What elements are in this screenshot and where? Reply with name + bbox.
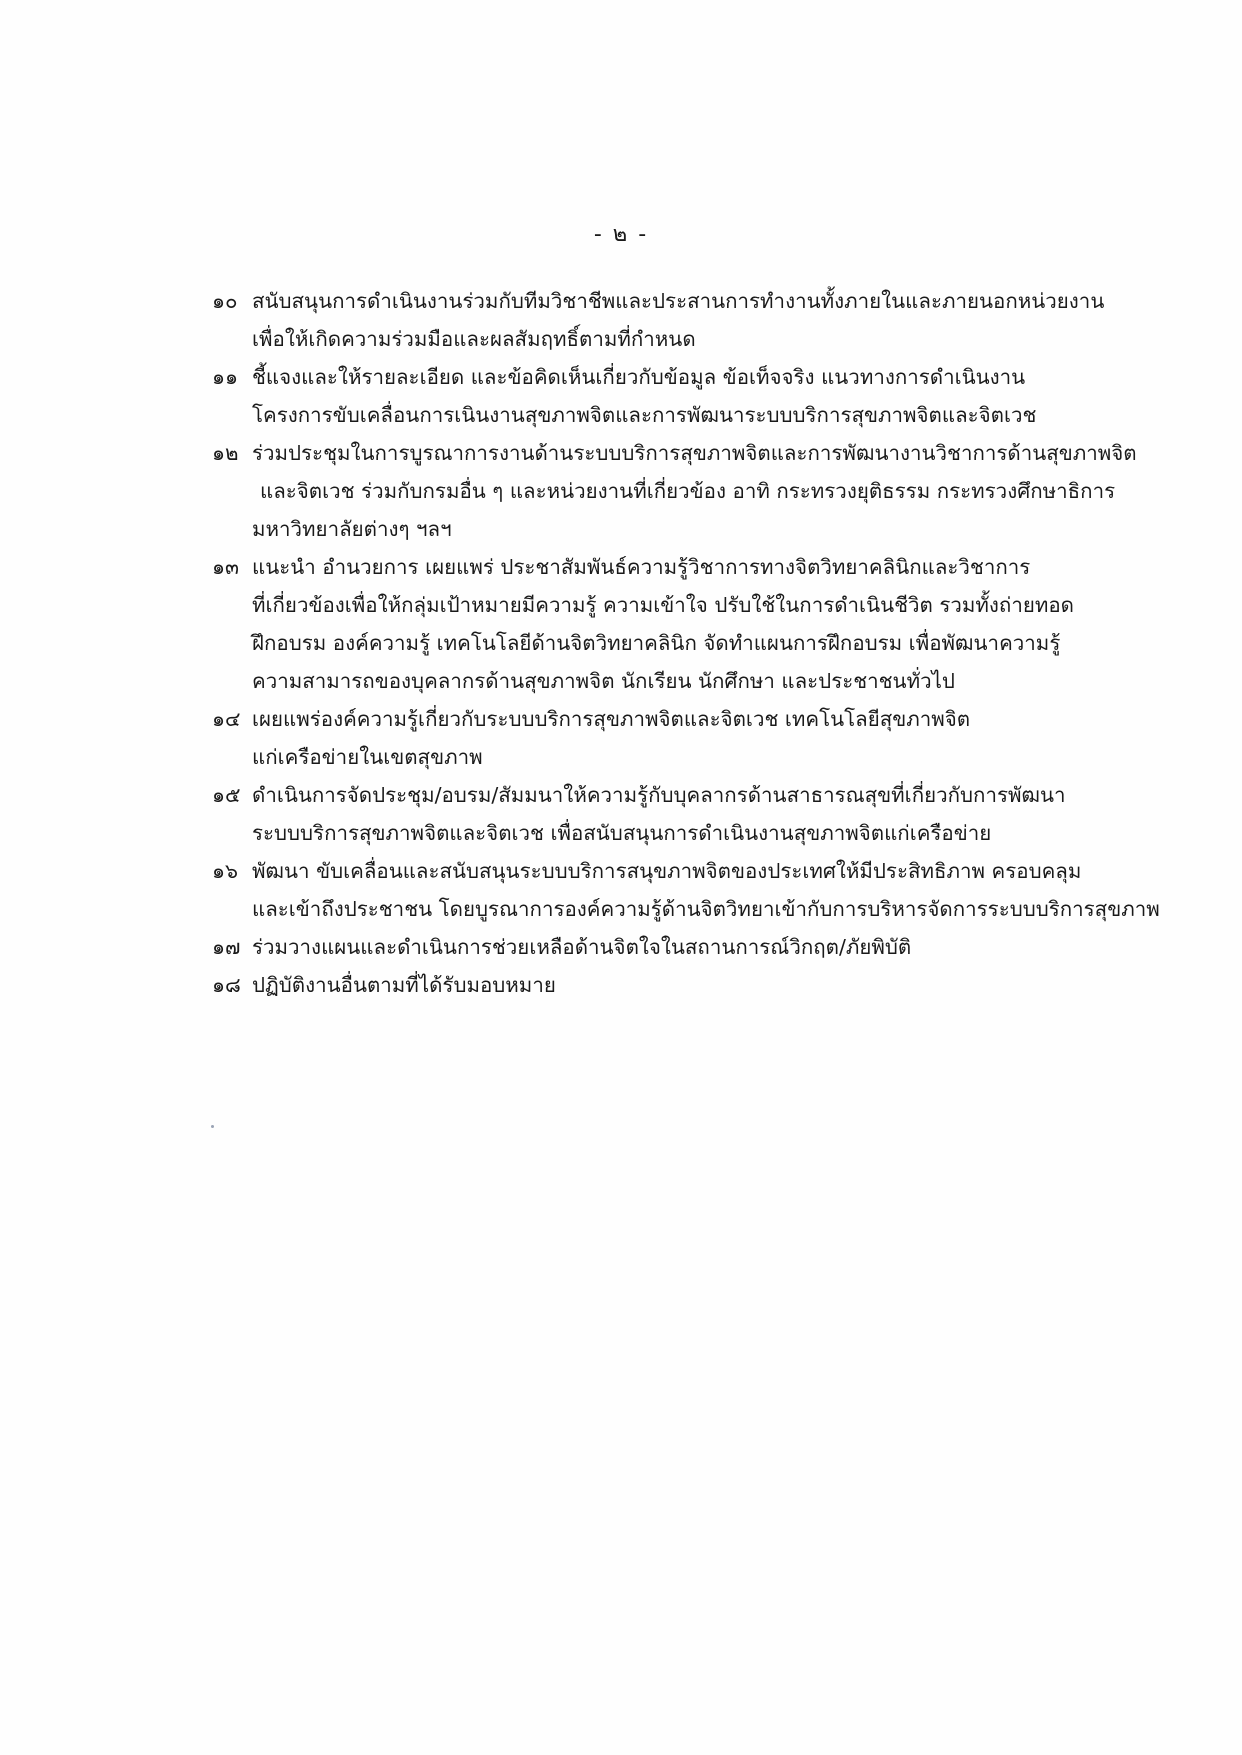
item-line: เผยแพร่องค์ความรู้เกี่ยวกับระบบบริการสุขภาพจิตและจิตเวช เทคโนโลยีสุขภาพจิต bbox=[252, 707, 971, 731]
item-text bbox=[252, 776, 1132, 852]
item-text bbox=[252, 282, 1132, 358]
item-line: มหาวิทยาลัยต่างๆ ฯลฯ bbox=[252, 517, 452, 541]
duty-list bbox=[212, 282, 1160, 1004]
item-line: โครงการขับเคลื่อนการเนินงานสุขภาพจิตและการพัฒนาระบบบริการสุขภาพจิตและจิตเวช bbox=[252, 403, 1037, 427]
item-text bbox=[252, 548, 1132, 700]
list-item bbox=[212, 700, 1132, 776]
item-number: ๑๒ bbox=[212, 441, 239, 465]
item-line: ร่วมวางแผนและดำเนินการช่วยเหลือด้านจิตใจในสถานการณ์วิกฤต/ภัยพิบัติ bbox=[252, 935, 912, 959]
item-text bbox=[252, 852, 1160, 928]
item-line: แนะนำ อำนวยการ เผยแพร่ ประชาสัมพันธ์ความรู้วิชาการทางจิตวิทยาคลินิกและวิชาการ bbox=[252, 555, 1031, 579]
item-line: ฝึกอบรม องค์ความรู้ เทคโนโลยีด้านจิตวิทยาคลินิก จัดทำแผนการฝึกอบรม เพื่อพัฒนาความรู้ bbox=[252, 631, 1061, 655]
item-number: ๑๓ bbox=[212, 555, 240, 579]
list-item bbox=[212, 966, 1132, 1004]
item-number: ๑๗ bbox=[212, 935, 241, 959]
item-line: แก่เครือข่ายในเขตสุขภาพ bbox=[252, 745, 483, 769]
list-item bbox=[212, 852, 1160, 928]
item-line: ระบบบริการสุขภาพจิตและจิตเวช เพื่อสนับสนุนการดำเนินงานสุขภาพจิตแก่เครือข่าย bbox=[252, 821, 992, 845]
list-item bbox=[212, 776, 1132, 852]
scan-speck bbox=[211, 1125, 214, 1128]
item-number: ๑๔ bbox=[212, 707, 241, 731]
item-line: สนับสนุนการดำเนินงานร่วมกับทีมวิชาชีพและประสานการทำงานทั้งภายในและภายนอกหน่วยงาน bbox=[252, 289, 1105, 313]
item-number: ๑๐ bbox=[212, 289, 238, 313]
list-item bbox=[212, 928, 1132, 966]
list-item bbox=[212, 358, 1132, 434]
item-text bbox=[252, 966, 1132, 1004]
item-number: ๑๖ bbox=[212, 859, 239, 883]
item-line: ปฏิบัติงานอื่นตามที่ได้รับมอบหมาย bbox=[252, 973, 556, 997]
list-item bbox=[212, 434, 1137, 548]
item-line: พัฒนา ขับเคลื่อนและสนับสนุนระบบบริการสนุขภาพจิตของประเทศให้มีประสิทธิภาพ ครอบคลุม bbox=[252, 859, 1082, 883]
item-text bbox=[252, 358, 1132, 434]
item-line: และจิตเวช ร่วมกับกรมอื่น ๆ และหน่วยงานที่เกี่ยวข้อง อาทิ กระทรวงยุติธรรม กระทรวงศึกษาธิการ bbox=[260, 479, 1116, 503]
item-line: ดำเนินการจัดประชุม/อบรม/สัมมนาให้ความรู้กับบุคลากรด้านสาธารณสุขที่เกี่ยวกับการพัฒนา bbox=[252, 783, 1066, 807]
item-line: เพื่อให้เกิดความร่วมมือและผลสัมฤทธิ์ตามที่กำหนด bbox=[252, 327, 696, 351]
item-line: ร่วมประชุมในการบูรณาการงานด้านระบบบริการสุขภาพจิตและการพัฒนางานวิชาการด้านสุขภาพจิต bbox=[252, 441, 1137, 465]
item-text bbox=[252, 928, 1132, 966]
item-number: ๑๑ bbox=[212, 365, 239, 389]
item-line: และเข้าถึงประชาชน โดยบูรณาการองค์ความรู้ด้านจิตวิทยาเข้ากับการบริหารจัดการระบบบริการสุขภาพ bbox=[252, 897, 1160, 921]
item-number: ๑๘ bbox=[212, 973, 241, 997]
list-item bbox=[212, 548, 1132, 700]
item-line: ที่เกี่ยวข้องเพื่อให้กลุ่มเป้าหมายมีความรู้ ความเข้าใจ ปรับใช้ในการดำเนินชีวิต รวมทั้งถ่ายทอด bbox=[252, 593, 1074, 617]
item-text bbox=[252, 700, 1132, 776]
page-number: - ๒ - bbox=[593, 222, 649, 247]
item-line: ความสามารถของบุคลากรด้านสุขภาพจิต นักเรียน นักศึกษา และประชาชนทั่วไป bbox=[252, 669, 955, 693]
item-number: ๑๕ bbox=[212, 783, 241, 807]
item-text bbox=[252, 434, 1137, 548]
list-item bbox=[212, 282, 1132, 358]
item-line: ชี้แจงและให้รายละเอียด และข้อคิดเห็นเกี่ยวกับข้อมูล ข้อเท็จจริง แนวทางการดำเนินงาน bbox=[252, 365, 1026, 389]
